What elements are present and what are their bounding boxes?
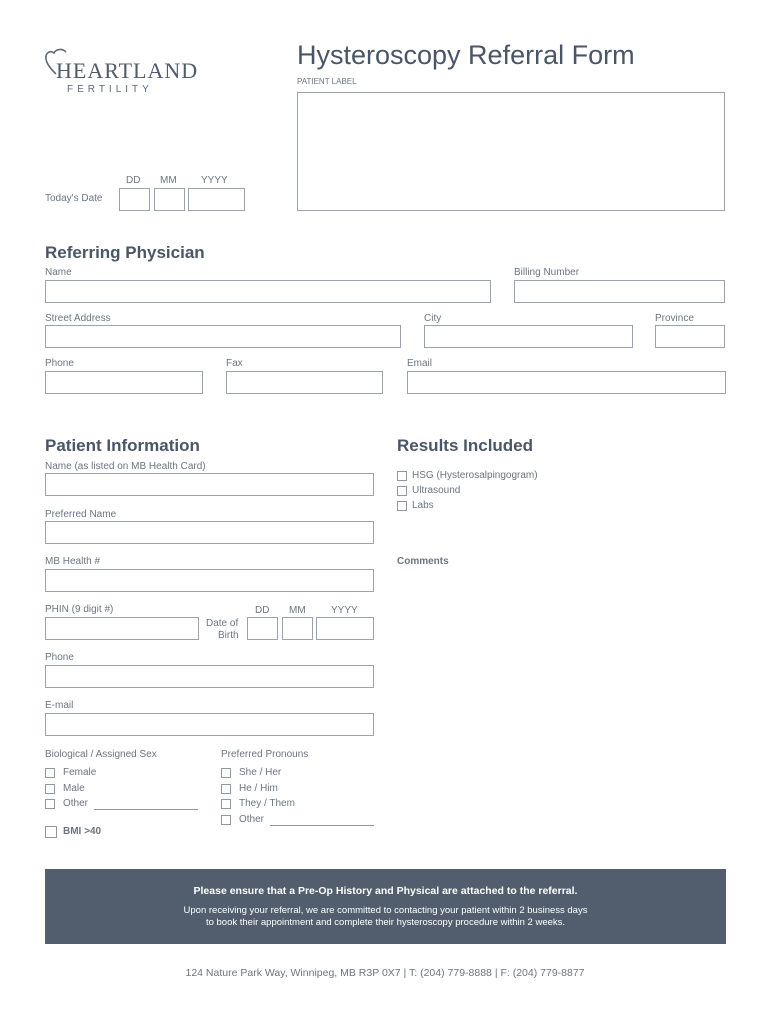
city-label: City: [424, 313, 442, 324]
patient-name-label: Name (as listed on MB Health Card): [45, 461, 206, 472]
sex-male-label: Male: [63, 783, 85, 794]
dob-label-line2: Birth: [218, 630, 239, 641]
patient-email-field[interactable]: [45, 713, 374, 736]
notice-line-1: Upon receiving your referral, we are committed to contacting your patient within 2 business days: [183, 905, 588, 916]
patient-information-heading: Patient Information: [45, 436, 200, 455]
physician-phone-field[interactable]: [45, 371, 203, 394]
phin-field[interactable]: [45, 617, 199, 640]
pronoun-she-label: She / Her: [239, 767, 282, 778]
date-dd-caption: DD: [126, 175, 141, 186]
result-hsg-label: HSG (Hysterosalpingogram): [412, 470, 538, 481]
footer-contact: 124 Nature Park Way, Winnipeg, MB R3P 0X7 | T: (204) 779-8888 | F: (204) 779-8877: [185, 967, 585, 979]
preferred-name-label: Preferred Name: [45, 509, 117, 520]
date-mm-field[interactable]: [154, 188, 185, 211]
billing-number-field[interactable]: [514, 280, 725, 303]
patient-label-box: [297, 92, 725, 211]
email-label: Email: [407, 358, 433, 369]
patient-phone-field[interactable]: [45, 665, 374, 688]
form-title: Hysteroscopy Referral Form: [297, 40, 635, 70]
billing-number-label: Billing Number: [514, 267, 580, 278]
physician-name-field[interactable]: [45, 280, 491, 303]
result-labs-label: Labs: [412, 500, 434, 511]
preferred-name-field[interactable]: [45, 521, 374, 544]
pronoun-he-checkbox[interactable]: [221, 784, 231, 794]
sex-other-line[interactable]: [94, 809, 198, 810]
logo-sub-text: FERTILITY: [67, 84, 153, 95]
comments-label: Comments: [397, 556, 449, 567]
referring-physician-heading: Referring Physician: [45, 243, 205, 262]
sex-other-checkbox[interactable]: [45, 799, 55, 809]
phin-label: PHIN (9 digit #): [45, 604, 114, 615]
mb-health-label: MB Health #: [45, 556, 101, 567]
pronouns-heading: Preferred Pronouns: [221, 749, 309, 760]
pronoun-he-label: He / Him: [239, 783, 278, 794]
dob-mm-caption: MM: [289, 605, 306, 616]
physician-phone-label: Phone: [45, 358, 74, 369]
province-field[interactable]: [655, 325, 725, 348]
email-field[interactable]: [407, 371, 726, 394]
notice-bold-text: Please ensure that a Pre-Op History and Physical are attached to the referral.: [193, 885, 578, 897]
date-yyyy-caption: YYYY: [201, 175, 228, 186]
physician-name-label: Name: [45, 267, 72, 278]
province-label: Province: [655, 313, 694, 324]
notice-line-2: to book their appointment and complete their hysteroscopy procedure within 2 weeks.: [205, 917, 566, 928]
sex-heading: Biological / Assigned Sex: [45, 749, 157, 760]
pronoun-they-checkbox[interactable]: [221, 799, 231, 809]
result-hsg-checkbox[interactable]: [397, 471, 407, 481]
notice-banner: [45, 869, 726, 944]
street-address-field[interactable]: [45, 325, 401, 348]
dob-dd-field[interactable]: [247, 617, 278, 640]
dob-mm-field[interactable]: [282, 617, 313, 640]
logo-main-text: HEARTLAND: [56, 58, 199, 83]
date-dd-field[interactable]: [119, 188, 150, 211]
pronoun-other-checkbox[interactable]: [221, 815, 231, 825]
patient-email-label: E-mail: [45, 700, 74, 711]
pronoun-they-label: They / Them: [239, 798, 295, 809]
pronoun-other-line[interactable]: [270, 825, 374, 826]
result-labs-checkbox[interactable]: [397, 501, 407, 511]
patient-name-field[interactable]: [45, 473, 374, 496]
street-address-label: Street Address: [45, 313, 111, 324]
sex-female-checkbox[interactable]: [45, 768, 55, 778]
dob-yyyy-caption: YYYY: [331, 605, 358, 616]
dob-yyyy-field[interactable]: [316, 617, 374, 640]
logo: [44, 46, 244, 102]
result-ultrasound-label: Ultrasound: [412, 485, 461, 496]
date-yyyy-field[interactable]: [188, 188, 245, 211]
todays-date-label: Today's Date: [45, 193, 103, 204]
dob-dd-caption: DD: [255, 605, 270, 616]
city-field[interactable]: [424, 325, 633, 348]
pronoun-other-label: Other: [239, 814, 265, 825]
sex-female-label: Female: [63, 767, 97, 778]
bmi-label: BMI >40: [63, 826, 102, 837]
dob-label-line1: Date of: [206, 618, 239, 629]
fax-field[interactable]: [226, 371, 383, 394]
results-heading: Results Included: [397, 436, 534, 455]
pronoun-she-checkbox[interactable]: [221, 768, 231, 778]
patient-label-caption: PATIENT LABEL: [297, 77, 357, 86]
date-mm-caption: MM: [160, 175, 177, 186]
patient-phone-label: Phone: [45, 652, 74, 663]
mb-health-field[interactable]: [45, 569, 374, 592]
result-ultrasound-checkbox[interactable]: [397, 486, 407, 496]
bmi-checkbox[interactable]: [45, 826, 57, 838]
sex-other-label: Other: [63, 798, 89, 809]
fax-label: Fax: [226, 358, 243, 369]
sex-male-checkbox[interactable]: [45, 784, 55, 794]
